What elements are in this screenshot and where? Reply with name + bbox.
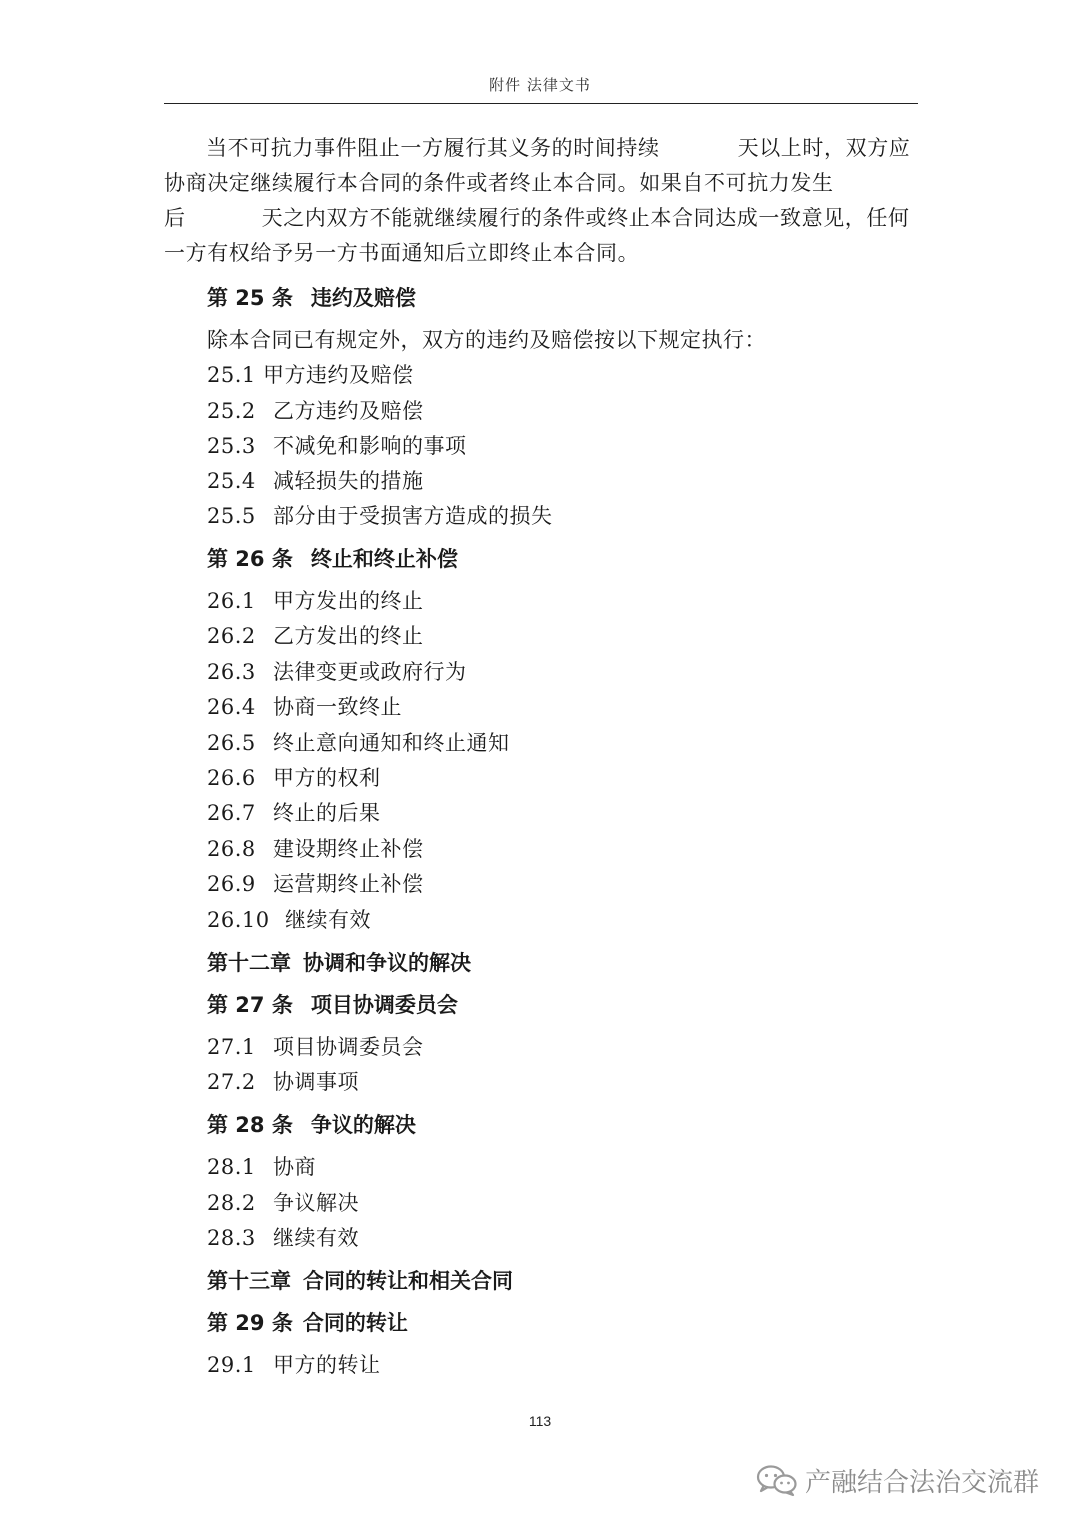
wechat-icon [755, 1463, 799, 1497]
list-item: 26.1 甲方发出的终止 [207, 589, 424, 613]
list-item: 26.5 终止意向通知和终止通知 [207, 731, 510, 755]
list-item: 28.1 协商 [207, 1155, 316, 1179]
intro-line-4: 一方有权给予另一方书面通知后立即终止本合同。 [164, 241, 640, 265]
article-29-heading: 第 29 条 合同的转让 [207, 1311, 408, 1335]
list-item: 26.6 甲方的权利 [207, 766, 381, 790]
watermark [755, 1462, 1039, 1498]
list-item: 25.2 乙方违约及赔偿 [207, 399, 424, 423]
list-item: 26.4 协商一致终止 [207, 695, 402, 719]
list-item: 26.10 继续有效 [207, 908, 371, 932]
list-item: 26.8 建设期终止补偿 [207, 837, 424, 861]
article-25-heading: 第 25 条 违约及赔偿 [207, 286, 416, 310]
running-header: 附件 法律文书 [489, 76, 591, 94]
list-item: 25.4 减轻损失的措施 [207, 469, 424, 493]
list-item: 25.3 不减免和影响的事项 [207, 434, 467, 458]
chapter-13-heading: 第十三章 合同的转让和相关合同 [207, 1269, 513, 1293]
list-item: 27.2 协调事项 [207, 1070, 359, 1094]
intro-line-1: 当不可抗力事件阻止一方履行其义务的时间持续 天以上时，双方应 [206, 136, 911, 160]
list-item: 27.1 项目协调委员会 [207, 1035, 424, 1059]
list-item: 29.1 甲方的转让 [207, 1353, 381, 1377]
article-26-heading: 第 26 条 终止和终止补偿 [207, 547, 458, 571]
header-divider [164, 103, 918, 104]
page-number: 113 [528, 1413, 552, 1429]
article-25-lead: 除本合同已有规定外，双方的违约及赔偿按以下规定执行： [207, 328, 766, 352]
list-item: 26.3 法律变更或政府行为 [207, 660, 467, 684]
list-item: 28.2 争议解决 [207, 1191, 359, 1215]
intro-line-2: 协商决定继续履行本合同的条件或者终止本合同。如果自不可抗力发生 [164, 171, 834, 195]
chapter-12-heading: 第十二章 协调和争议的解决 [207, 951, 471, 975]
list-item: 26.2 乙方发出的终止 [207, 624, 424, 648]
watermark-text: 产融结合法治交流群 [805, 1467, 1040, 1498]
list-item: 26.9 运营期终止补偿 [207, 872, 424, 896]
list-item: 28.3 继续有效 [207, 1226, 359, 1250]
list-item: 25.5 部分由于受损害方造成的损失 [207, 504, 553, 528]
article-27-heading: 第 27 条 项目协调委员会 [207, 993, 458, 1017]
article-28-heading: 第 28 条 争议的解决 [207, 1113, 416, 1137]
list-item: 25.1 甲方违约及赔偿 [207, 363, 414, 387]
intro-paragraph [164, 131, 918, 271]
intro-line-3: 后 天之内双方不能就继续履行的条件或终止本合同达成一致意见，任何 [164, 206, 910, 230]
list-item: 26.7 终止的后果 [207, 801, 381, 825]
